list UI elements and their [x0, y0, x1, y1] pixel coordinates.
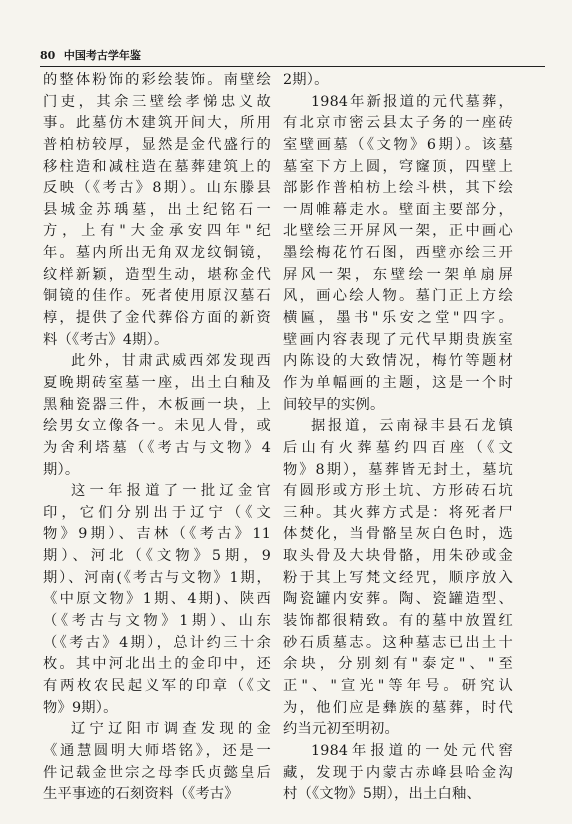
text-line: 绘男女立像各一。未见人骨，或	[43, 418, 271, 435]
text-line: 1984年报道的一处元代窖	[311, 742, 513, 759]
text-line: 辽宁辽阳市调查发现的金	[71, 721, 271, 738]
left-text-column	[43, 70, 271, 806]
text-line: 据报道，云南禄丰县石龙镇	[311, 418, 513, 435]
text-line: 生平事迹的石刻资料（《考古》	[43, 786, 239, 803]
text-line: 2期）。	[283, 72, 329, 88]
text-line: 期）。	[43, 461, 80, 478]
page-number: 80	[40, 49, 56, 62]
text-line: 枚。其中河北出土的金印中，还	[43, 656, 271, 673]
text-line: 后山有火葬墓约四百座（《文	[283, 439, 513, 456]
text-line: 有圆形或方形土坑、方形砖石坑	[283, 483, 513, 500]
text-line: 物》8期），墓葬皆无封土，墓坑	[283, 461, 513, 478]
text-line: 墓室下方上圆，穹窿顶，四壁上	[283, 158, 513, 175]
running-title: 中国考古学年鉴	[63, 49, 141, 62]
text-line: 物》9期）。	[43, 699, 118, 716]
text-line: 这一年报道了一批辽金官	[71, 483, 271, 500]
text-line: 事。此墓仿木建筑开间大，所用	[43, 115, 271, 132]
text-line: 风，画心绘人物。墓门正上方绘	[283, 288, 513, 305]
text-line: 年。墓内所出无角双龙纹铜镜，	[43, 245, 271, 262]
text-line: 有两枚农民起义军的印章（《文	[43, 677, 271, 694]
text-line: （《考古与文物》1期）、山东	[43, 613, 271, 630]
text-line: 余块，分别刻有"泰定"、"至	[283, 656, 513, 673]
header-rule	[40, 66, 545, 67]
text-line: 陶瓷罐内安葬。陶、瓷罐造型、	[283, 591, 513, 608]
text-line: 的整体粉饰的彩绘装饰。南壁绘	[43, 72, 271, 88]
text-line: 为，他们应是彝族的墓葬，时代	[283, 699, 513, 716]
text-line: 《通慧圆明大师塔铭》，还是一	[43, 742, 271, 759]
text-line: 村（《文物》5期），出土白釉、	[283, 786, 481, 803]
text-line: 件记载金世宗之母李氏贞懿皇后	[43, 764, 271, 781]
text-line: 门吏，其余三壁绘孝悌忠义故	[43, 93, 271, 110]
text-line: 约当元初至明初。	[283, 721, 399, 738]
text-line: 期）、河北（《文物》5期，9	[43, 548, 271, 565]
right-text-column	[283, 70, 513, 806]
text-line: 黑釉瓷器三件，木板画一块，上	[43, 396, 271, 413]
text-line: 三种。其火葬方式是：将死者尸	[283, 504, 513, 521]
text-line: 椁，提供了金代葬俗方面的新资	[43, 310, 271, 327]
text-line: 一周帷幕走水。壁面主要部分，	[283, 201, 513, 218]
text-line: 作为单幅画的主题，这是一个时	[283, 374, 513, 391]
text-line: 粉于其上写梵文经咒，顺序放入	[283, 569, 513, 586]
text-line: 铜镜的佳作。死者使用原汉墓石	[43, 288, 271, 305]
text-line: 北壁绘三开屏风一架，正中画心	[283, 223, 513, 240]
text-line: 装饰都很精致。有的墓中放置红	[283, 613, 513, 630]
text-line: 砂石质墓志。这种墓志已出土十	[283, 634, 513, 651]
text-line: 墨绘梅花竹石图，西壁亦绘三开	[283, 245, 513, 262]
text-line: 为舍利塔墓（《考古与文物》4	[43, 439, 271, 456]
text-line: 反映（《考古》8期）。山东滕县	[43, 180, 271, 197]
running-header	[40, 50, 540, 62]
text-line: 县城金苏瑀墓，出土纪铭石一	[43, 201, 271, 218]
text-line: 方，上有"大金承安四年"纪	[43, 223, 271, 240]
text-line: 此外，甘肃武威西郊发现西	[71, 353, 271, 370]
text-line: 《中原文物》1期、4期)、陕西	[43, 591, 271, 608]
text-line: 室壁画墓（《文物》6期）。该墓	[283, 136, 513, 153]
text-line: 取头骨及大块骨骼，用朱砂或金	[283, 548, 513, 565]
text-line: 正"、"宣光"等年号。研究认	[283, 677, 513, 694]
text-line: 有北京市密云县太子务的一座砖	[283, 115, 513, 132]
text-line: 屏风一架，东壁绘一架单扇屏	[283, 266, 513, 283]
text-line: 体焚化，当骨骼呈灰白色时，选	[283, 526, 513, 543]
text-line: 1984年新报道的元代墓葬，	[311, 93, 513, 110]
text-line: 料（《考古》4期）。	[43, 331, 169, 348]
text-line: 部影作普柏枋上绘斗栱，其下绘	[283, 180, 513, 197]
text-line: 普柏枋较厚，显然是金代盛行的	[43, 136, 271, 153]
text-line: 横匾，墨书"乐安之堂"四字。	[283, 310, 513, 327]
text-line: 藏，发现于内蒙古赤峰县哈金沟	[283, 764, 513, 781]
text-line: 壁画内容表现了元代早期贵族室	[283, 331, 513, 348]
text-line: 物》9期）、吉林（《考古》11	[43, 526, 271, 543]
text-line: 夏晚期砖室墓一座，出土白釉及	[43, 374, 271, 391]
text-line: 内陈设的大致情况，梅竹等题材	[283, 353, 513, 370]
text-line: （《考古》4期），总计约三十余	[43, 634, 271, 651]
text-line: 移柱造和减柱造在墓葬建筑上的	[43, 158, 271, 175]
text-line: 纹样新颖，造型生动，堪称金代	[43, 266, 271, 283]
text-line: 印，它们分别出于辽宁（《文	[43, 504, 271, 521]
text-line: 间较早的实例。	[283, 396, 385, 413]
text-line: 期）、河南(《考古与文物》1期，	[43, 569, 271, 586]
